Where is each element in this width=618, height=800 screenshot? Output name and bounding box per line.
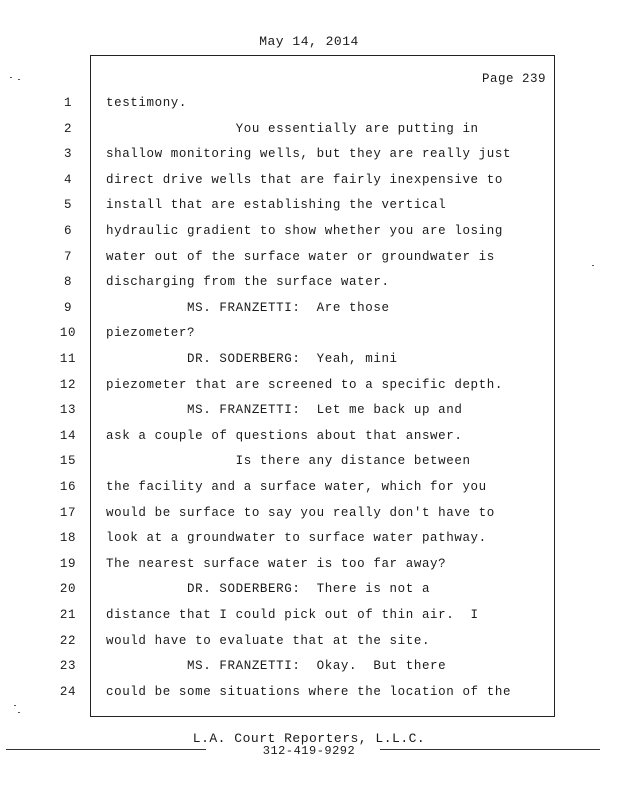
line-number: 10 — [59, 326, 77, 341]
line-text: direct drive wells that are fairly inexpensive to — [106, 172, 503, 187]
line-number: 19 — [59, 556, 77, 571]
line-text: distance that I could pick out of thin air. I — [106, 608, 479, 622]
line-number: 18 — [59, 531, 77, 546]
transcript-line — [0, 454, 618, 479]
line-text: testimony. — [106, 96, 188, 110]
line-number: 4 — [63, 172, 73, 187]
transcript-line — [0, 173, 618, 198]
transcript-line — [0, 301, 618, 326]
scan-speck — [10, 77, 12, 78]
transcript-line — [0, 557, 618, 582]
line-number: 7 — [63, 249, 73, 264]
transcript-line — [0, 198, 618, 223]
line-number: 8 — [63, 275, 73, 290]
line-text: MS. FRANZETTI: Let me back up and — [106, 403, 463, 418]
line-text: You essentially are putting in — [106, 121, 479, 136]
transcript-line — [0, 96, 618, 121]
transcript-line — [0, 250, 618, 275]
line-number: 23 — [59, 659, 77, 674]
transcript-line — [0, 531, 618, 556]
line-text: MS. FRANZETTI: Are those — [106, 300, 390, 315]
transcript-line — [0, 429, 618, 454]
line-text: would be surface to say you really don't have to — [106, 505, 495, 520]
transcript-line — [0, 480, 618, 505]
transcript-line — [0, 634, 618, 659]
line-number: 12 — [59, 377, 77, 392]
line-text: Is there any distance between — [106, 454, 471, 469]
line-text: could be some situations where the location of the — [106, 684, 512, 699]
line-number: 2 — [63, 121, 73, 136]
transcript-date: May 14, 2014 — [259, 34, 359, 49]
line-text: shallow monitoring wells, but they are really just — [106, 147, 512, 162]
scan-speck — [18, 79, 20, 80]
line-number: 21 — [59, 608, 77, 622]
line-text: MS. FRANZETTI: Okay. But there — [106, 659, 447, 674]
transcript-line — [0, 582, 618, 607]
line-text: the facility and a surface water, which for you — [106, 480, 487, 494]
transcript-line — [0, 326, 618, 351]
line-text: discharging from the surface water. — [106, 275, 390, 290]
line-number: 24 — [59, 684, 77, 699]
scan-speck — [592, 265, 594, 266]
transcript-line — [0, 685, 618, 710]
line-text: piezometer? — [106, 326, 196, 341]
transcript-line — [0, 506, 618, 531]
transcript-line — [0, 608, 618, 633]
line-number: 15 — [59, 454, 77, 469]
line-text: would have to evaluate that at the site. — [106, 633, 431, 648]
line-text: piezometer that are screened to a specific depth. — [106, 377, 503, 392]
line-number: 6 — [63, 224, 73, 238]
line-number: 20 — [59, 582, 77, 597]
transcript-line — [0, 122, 618, 147]
line-number: 22 — [59, 633, 77, 648]
footer-phone: 312-419-9292 — [262, 744, 356, 758]
line-number: 16 — [59, 480, 77, 494]
line-text: install that are establishing the vertical — [106, 198, 447, 213]
transcript-line — [0, 378, 618, 403]
line-number: 11 — [59, 352, 77, 366]
line-number: 5 — [63, 198, 73, 213]
line-number: 9 — [63, 300, 73, 315]
transcript-line — [0, 659, 618, 684]
line-text: DR. SODERBERG: Yeah, mini — [106, 352, 398, 366]
line-number: 3 — [63, 147, 73, 162]
scan-speck — [14, 705, 16, 706]
line-text: water out of the surface water or groundwater is — [106, 249, 495, 264]
line-text: DR. SODERBERG: There is not a — [106, 582, 431, 597]
transcript-line — [0, 275, 618, 300]
footer-company: L.A. Court Reporters, L.L.C. — [192, 731, 426, 746]
line-text: The nearest surface water is too far away? — [106, 556, 447, 571]
page-number: Page 239 — [481, 72, 546, 86]
line-text: ask a couple of questions about that answer. — [106, 428, 463, 443]
line-number: 14 — [59, 428, 77, 443]
scan-speck — [18, 712, 20, 713]
transcript-line — [0, 147, 618, 172]
transcript-line — [0, 403, 618, 428]
transcript-line — [0, 352, 618, 377]
line-number: 17 — [59, 505, 77, 520]
line-number: 13 — [59, 403, 77, 418]
line-number: 1 — [63, 96, 73, 110]
line-text: look at a groundwater to surface water pathway. — [106, 531, 487, 546]
line-text: hydraulic gradient to show whether you are losing — [106, 224, 503, 238]
transcript-line — [0, 224, 618, 249]
